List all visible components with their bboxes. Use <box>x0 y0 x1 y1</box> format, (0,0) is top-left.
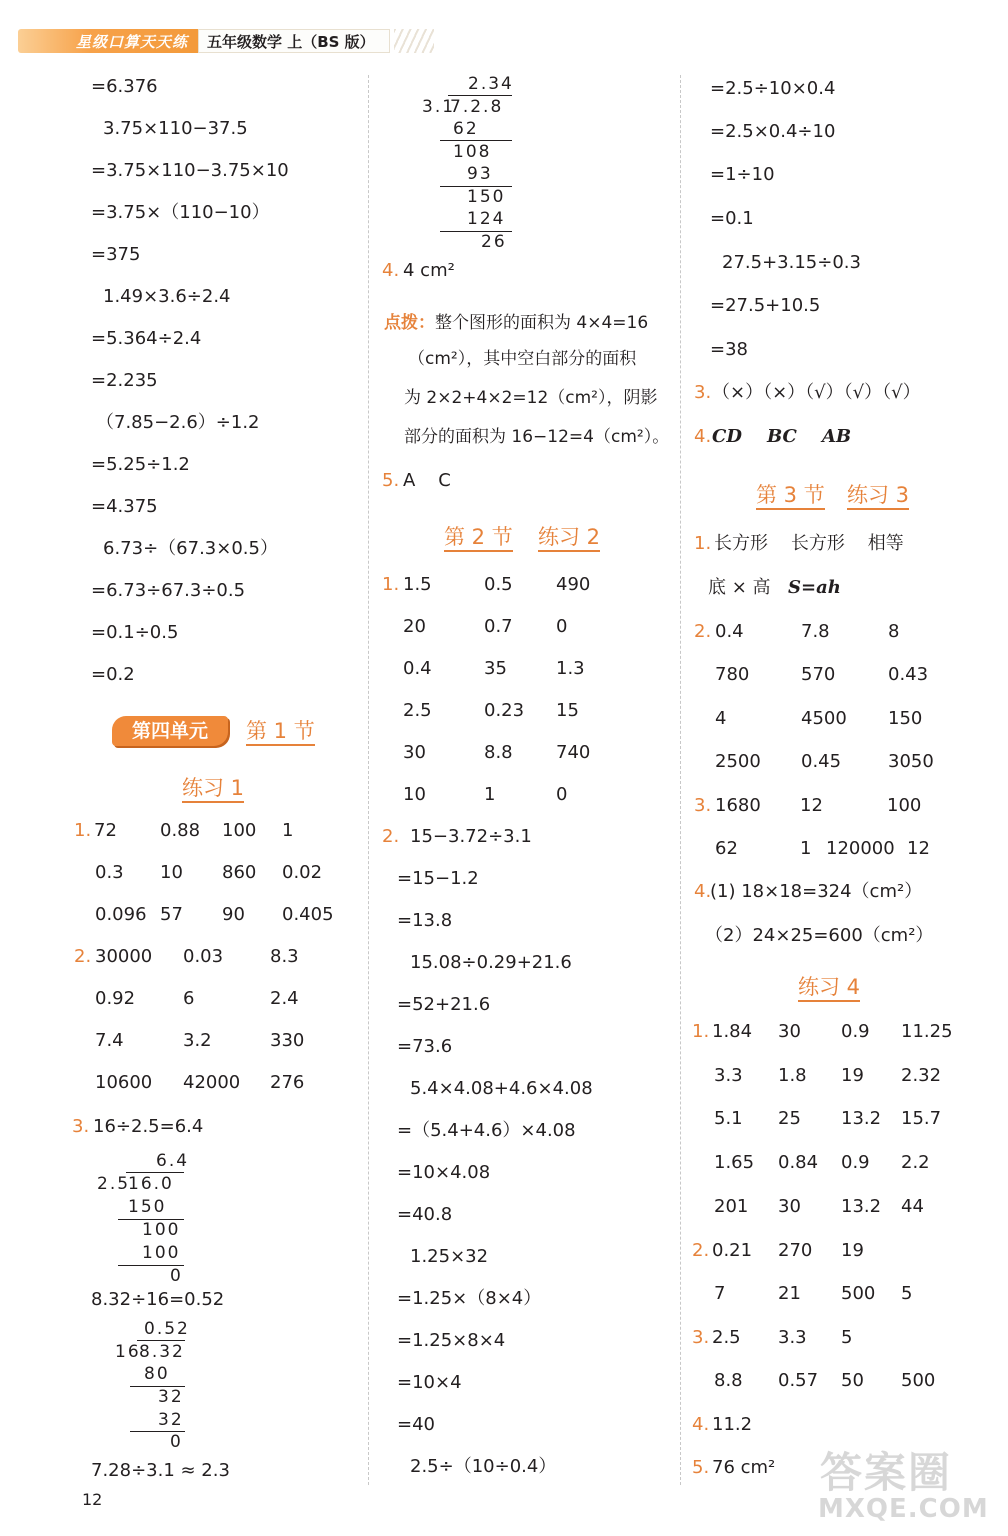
division-step: 124 <box>467 209 506 229</box>
answer-cell: 0.88 <box>160 820 201 841</box>
answer-cell: 0 <box>556 616 568 637</box>
answer-text: CD BC AB <box>712 426 852 447</box>
answer-cell: 30 <box>403 742 426 763</box>
exercise-title: 练习 3 <box>847 482 909 508</box>
answer-cell: 44 <box>901 1196 924 1217</box>
exercise-title: 练习 4 <box>798 974 860 1000</box>
answer-cell: 2.2 <box>901 1152 930 1173</box>
question-number: 5. <box>692 1457 710 1478</box>
answer-cell: 1.3 <box>556 658 585 679</box>
answer-cell: 120000 <box>826 838 895 859</box>
answer-cell: 1.8 <box>778 1065 807 1086</box>
question-number: 2. <box>74 946 92 967</box>
answer-text: （×）（×）（√）（√）（√） <box>712 382 921 403</box>
calc-line: =1.25×（8×4） <box>397 1288 542 1309</box>
answer-cell: 25 <box>778 1108 801 1129</box>
answer-text: 4 cm² <box>403 260 455 281</box>
calc-line: =6.73÷67.3÷0.5 <box>91 580 246 601</box>
calc-line: =3.75×（110−10） <box>91 202 270 223</box>
series-title: 星级口算天天练 <box>76 33 189 51</box>
answer-cell: 0.4 <box>403 658 432 679</box>
section-title: 第 1 节 <box>246 718 315 744</box>
calc-line: =73.6 <box>397 1036 453 1057</box>
calc-line: =10×4 <box>397 1372 462 1393</box>
answer-cell: 330 <box>270 1030 305 1051</box>
division-step: 93 <box>467 164 493 184</box>
answer-cell: 30000 <box>95 946 153 967</box>
question-number: 1. <box>382 574 400 595</box>
calc-line: 15−3.72÷3.1 <box>410 826 532 847</box>
answer-cell: 35 <box>484 658 507 679</box>
answer-cell: 0.21 <box>712 1240 753 1261</box>
calc-line: =2.235 <box>91 370 158 391</box>
division-step: 26 <box>481 232 507 252</box>
division-step: 0 <box>170 1432 183 1452</box>
page-header <box>18 28 434 54</box>
exercise-title: 练习 1 <box>182 775 244 801</box>
question-number: 3. <box>72 1116 90 1137</box>
answer-cell: 1680 <box>715 795 761 816</box>
column-divider <box>368 75 369 1485</box>
calc-line: =27.5+10.5 <box>710 295 821 316</box>
answer-cell: 10 <box>403 784 426 805</box>
question-number: 3. <box>694 382 712 403</box>
answer-cell: 3050 <box>888 751 934 772</box>
answer-cell: 2.32 <box>901 1065 942 1086</box>
answer-cell: 2.4 <box>270 988 299 1009</box>
header-decoration <box>394 29 434 53</box>
division-quotient: 6.4 <box>156 1151 190 1171</box>
column-divider <box>680 75 681 1485</box>
answer-cell: 0 <box>556 784 568 805</box>
answer-cell: 0.9 <box>841 1021 870 1042</box>
answer-cell: 0.23 <box>484 700 525 721</box>
calc-line: =15−1.2 <box>397 868 479 889</box>
tip-line <box>384 312 648 334</box>
answer-text: 76 cm² <box>712 1457 776 1478</box>
answer-cell: 0.45 <box>801 751 842 772</box>
answer-cell: 12 <box>800 795 823 816</box>
division-step: 32 <box>158 1410 184 1430</box>
answer-cell: 100 <box>887 795 922 816</box>
answer-cell: 3.3 <box>714 1065 743 1086</box>
division-divisor: 16 <box>115 1342 141 1362</box>
answer-cell: 19 <box>841 1240 864 1261</box>
calc-line: 5.4×4.08+4.6×4.08 <box>410 1078 593 1099</box>
answer-cell: 2500 <box>715 751 761 772</box>
answer-cell: 1.65 <box>714 1152 755 1173</box>
answer-text: (1) 18×18=324（cm²） <box>710 881 923 902</box>
division-dividend: 16.0 <box>128 1174 174 1194</box>
answer-cell: 276 <box>270 1072 305 1093</box>
question-number: 1. <box>74 820 92 841</box>
answer-cell: 150 <box>888 708 923 729</box>
calc-line: 1.49×3.6÷2.4 <box>103 286 231 307</box>
calc-line: =2.5÷10×0.4 <box>710 78 836 99</box>
equation: 16÷2.5=6.4 <box>93 1116 204 1137</box>
answer-cell: 5 <box>901 1283 913 1304</box>
answer-cell: 11.25 <box>901 1021 953 1042</box>
answer-cell: 6 <box>183 988 195 1009</box>
answer-cell: 0.43 <box>888 664 929 685</box>
question-number: 2. <box>692 1240 710 1261</box>
answer-cell: 7.8 <box>801 621 830 642</box>
answer-cell: 20 <box>403 616 426 637</box>
answer-cell: 13.2 <box>841 1196 882 1217</box>
answer-cell: 15.7 <box>901 1108 942 1129</box>
answer-cell: 8.8 <box>714 1370 743 1391</box>
tip-key: 点拨： <box>384 313 435 333</box>
answer-cell: 3.3 <box>778 1327 807 1348</box>
answer-cell: 2.5 <box>712 1327 741 1348</box>
answer-cell: 490 <box>556 574 591 595</box>
tip-line: （cm²），其中空白部分的面积 <box>408 349 637 369</box>
answer-cell: 42000 <box>183 1072 241 1093</box>
equation: 8.32÷16=0.52 <box>91 1289 225 1310</box>
section-title: 第 2 节 <box>444 524 513 550</box>
answer-cell: 8.8 <box>484 742 513 763</box>
answer-cell: 2.5 <box>403 700 432 721</box>
answer-text: 11.2 <box>712 1414 753 1435</box>
answer-cell: 0.9 <box>841 1152 870 1173</box>
answer-cell: 860 <box>222 862 257 883</box>
calc-line: =6.376 <box>91 76 158 97</box>
answer-cell: 10600 <box>95 1072 153 1093</box>
division-step: 100 <box>142 1243 181 1263</box>
calc-line: =0.2 <box>91 664 135 685</box>
answer-cell: 57 <box>160 904 183 925</box>
answer-cell: 5.1 <box>714 1108 743 1129</box>
question-number: 4. <box>694 426 712 447</box>
division-quotient: 2.34 <box>468 74 514 94</box>
calc-line: =10×4.08 <box>397 1162 491 1183</box>
answer-cell: 0.4 <box>715 621 744 642</box>
division-step: 108 <box>453 142 492 162</box>
answer-cell: 0.096 <box>95 904 147 925</box>
answer-cell: 1.5 <box>403 574 432 595</box>
division-dividend: 7.2.8 <box>450 97 504 117</box>
tip-line: 为 2×2+4×2=12（cm²），阴影 <box>404 388 658 408</box>
answer-cell: 50 <box>841 1370 864 1391</box>
answer-cell: 30 <box>778 1021 801 1042</box>
division-quotient: 0.52 <box>144 1319 190 1339</box>
question-number: 1. <box>694 533 712 554</box>
page-number: 12 <box>82 1490 103 1509</box>
answer-cell: 19 <box>841 1065 864 1086</box>
answer-cell: 10 <box>160 862 183 883</box>
series-banner <box>18 29 198 53</box>
formula: S=ah <box>788 577 841 598</box>
answer-cell: 5 <box>841 1327 853 1348</box>
answer-cell: 21 <box>778 1283 801 1304</box>
calc-line: =375 <box>91 244 141 265</box>
question-number: 3. <box>694 795 712 816</box>
answer-cell: 1 <box>484 784 496 805</box>
question-number: 2. <box>694 621 712 642</box>
answer-cell: 8.3 <box>270 946 299 967</box>
question-number: 4. <box>694 881 712 902</box>
answer-cell: 4 <box>715 708 727 729</box>
calc-line: 3.75×110−37.5 <box>103 118 248 139</box>
calc-line: =40.8 <box>397 1204 453 1225</box>
watermark-url: MXQE.COM <box>818 1494 989 1524</box>
calc-line: =52+21.6 <box>397 994 491 1015</box>
answer-cell: 0.405 <box>282 904 334 925</box>
division-divisor: 2.5 <box>97 1174 131 1194</box>
calc-line: =3.75×110−3.75×10 <box>91 160 289 181</box>
division-step: 100 <box>142 1220 181 1240</box>
answer-cell: 1 <box>800 838 812 859</box>
calc-line: =5.25÷1.2 <box>91 454 190 475</box>
question-number: 3. <box>692 1327 710 1348</box>
exercise-title: 练习 2 <box>538 524 600 550</box>
calc-line: 2.5÷（10÷0.4） <box>410 1456 557 1477</box>
calc-line: =5.364÷2.4 <box>91 328 202 349</box>
answer-cell: 570 <box>801 664 836 685</box>
answer-cell: 0.84 <box>778 1152 819 1173</box>
answer-cell: 0.03 <box>183 946 224 967</box>
unit-badge: 第四单元 <box>112 716 228 746</box>
answer-cell: 62 <box>715 838 738 859</box>
calc-line: （7.85−2.6）÷1.2 <box>96 412 260 433</box>
calc-line: 15.08÷0.29+21.6 <box>410 952 572 973</box>
calc-line: =40 <box>397 1414 435 1435</box>
calc-line: 27.5+3.15÷0.3 <box>722 252 861 273</box>
answer-cell: 0.02 <box>282 862 323 883</box>
question-number: 1. <box>692 1021 710 1042</box>
answer-cell: 780 <box>715 664 750 685</box>
calc-line: =4.375 <box>91 496 158 517</box>
answer-cell: 740 <box>556 742 591 763</box>
answer-cell: 201 <box>714 1196 749 1217</box>
answer-cell: 1 <box>282 820 294 841</box>
question-number: 5. <box>382 470 400 491</box>
watermark <box>812 1440 992 1530</box>
answer-text: 长方形 长方形 相等 <box>714 533 904 554</box>
answer-cell: 13.2 <box>841 1108 882 1129</box>
answer-cell: 7 <box>714 1283 726 1304</box>
calc-line: =38 <box>710 339 748 360</box>
division-step: 0 <box>170 1266 183 1286</box>
answer-cell: 90 <box>222 904 245 925</box>
answer-cell: 0.92 <box>95 988 136 1009</box>
tip-line: 部分的面积为 16−12=4（cm²）。 <box>404 427 670 447</box>
calc-line: =13.8 <box>397 910 453 931</box>
division-step: 150 <box>128 1197 167 1217</box>
answer-cell: 12 <box>907 838 930 859</box>
answer-cell: 7.4 <box>95 1030 124 1051</box>
division-dividend: 8.32 <box>139 1342 185 1362</box>
answer-cell: 0.3 <box>95 862 124 883</box>
question-number: 2. <box>382 826 400 847</box>
calc-line: =0.1÷0.5 <box>91 622 179 643</box>
equation: 7.28÷3.1 ≈ 2.3 <box>91 1460 230 1481</box>
question-number: 4. <box>692 1414 710 1435</box>
answer-cell: 15 <box>556 700 579 721</box>
answer-cell: 500 <box>841 1283 876 1304</box>
division-step: 80 <box>144 1364 170 1384</box>
calc-line: =1.25×8×4 <box>397 1330 506 1351</box>
division-divisor: 3.1 <box>422 97 456 117</box>
answer-cell: 30 <box>778 1196 801 1217</box>
tip-text: 整个图形的面积为 4×4=16 <box>435 313 649 333</box>
answer-text: 底 × 高 <box>708 577 771 598</box>
division-step: 32 <box>158 1387 184 1407</box>
division-step: 150 <box>467 187 506 207</box>
answer-cell: 3.2 <box>183 1030 212 1051</box>
answer-cell: 100 <box>222 820 257 841</box>
calc-line: =2.5×0.4÷10 <box>710 121 836 142</box>
answer-cell: 0.57 <box>778 1370 819 1391</box>
answer-text: （2）24×25=600（cm²） <box>705 925 934 946</box>
book-title: 五年级数学 上（BS 版） <box>198 29 390 53</box>
calc-line: 1.25×32 <box>410 1246 489 1267</box>
answer-cell: 0.7 <box>484 616 513 637</box>
question-number: 4. <box>382 260 400 281</box>
answer-cell: 270 <box>778 1240 813 1261</box>
answer-cell: 1.84 <box>712 1021 753 1042</box>
calc-line: =（5.4+4.6）×4.08 <box>397 1120 576 1141</box>
answer-cell: 500 <box>901 1370 936 1391</box>
calc-line: =0.1 <box>710 208 754 229</box>
section-title: 第 3 节 <box>756 482 825 508</box>
watermark-logo-text: 答案圈 <box>820 1448 953 1497</box>
answer-cell: 72 <box>94 820 117 841</box>
answer-cell: 8 <box>888 621 900 642</box>
calc-line: 6.73÷（67.3×0.5） <box>103 538 278 559</box>
answer-text: A C <box>403 470 451 491</box>
answer-cell: 0.5 <box>484 574 513 595</box>
division-step: 62 <box>453 119 479 139</box>
answer-cell: 4500 <box>801 708 847 729</box>
calc-line: =1÷10 <box>710 164 775 185</box>
